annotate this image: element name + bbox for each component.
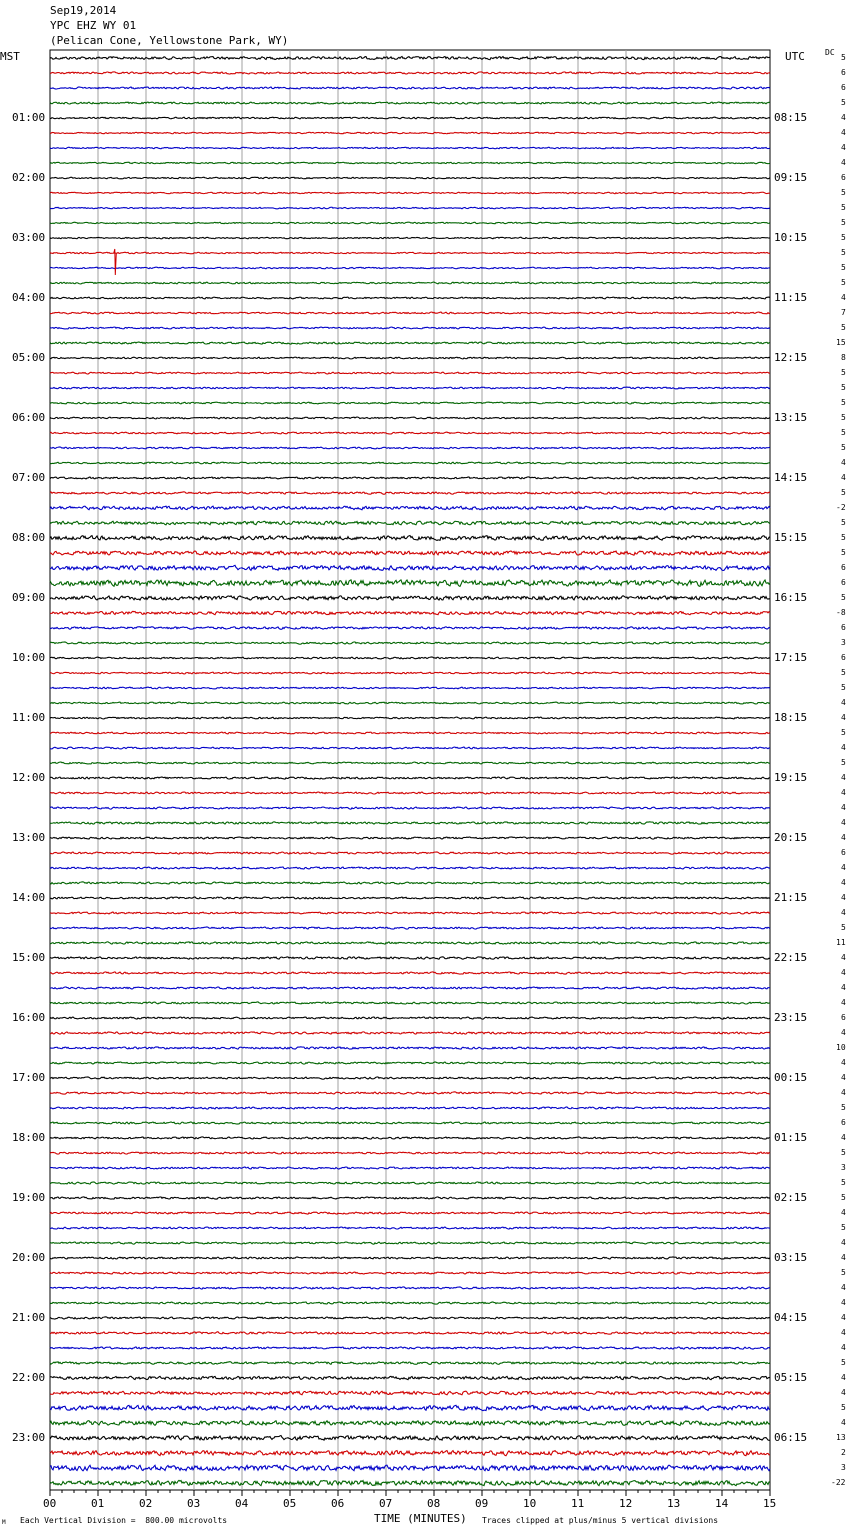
trace-row — [50, 312, 770, 314]
dc-offset-label: 4 — [841, 818, 846, 827]
trace-row — [50, 387, 770, 389]
trace-row — [50, 927, 770, 929]
dc-offset-label: 4 — [841, 953, 846, 962]
trace-row — [50, 402, 770, 404]
dc-offset-label: -2 — [836, 503, 846, 512]
right-hour-label: 02:15 — [774, 1191, 808, 1204]
dc-offset-label: 5 — [841, 188, 846, 197]
left-hour-label: 01:00 — [12, 111, 46, 124]
trace-row — [50, 1032, 770, 1034]
trace-row — [50, 87, 770, 89]
dc-offset-label: 4 — [841, 458, 846, 467]
trace-row — [50, 1332, 770, 1334]
dc-header-label: DC — [825, 48, 835, 57]
right-hour-label: 08:15 — [774, 111, 808, 124]
dc-offset-label: 4 — [841, 1328, 846, 1337]
trace-row — [50, 1465, 770, 1471]
dc-offset-label: 6 — [841, 1013, 846, 1022]
trace-row — [50, 267, 770, 269]
plot-date: Sep19,2014 — [50, 4, 117, 17]
trace-row — [50, 957, 770, 959]
right-hour-label: 13:15 — [774, 411, 808, 424]
dc-offset-label: 4 — [841, 1028, 846, 1037]
trace-row — [50, 1376, 770, 1379]
dc-offset-label: 4 — [841, 893, 846, 902]
trace-row — [50, 762, 770, 764]
trace-row — [50, 357, 770, 359]
x-tick-label: 09 — [475, 1497, 489, 1510]
station-location: (Pelican Cone, Yellowstone Park, WY) — [50, 34, 289, 47]
dc-offset-label: 5 — [841, 1268, 846, 1277]
trace-row — [50, 237, 770, 239]
dc-offset-label: 6 — [841, 83, 846, 92]
x-tick-label: 10 — [523, 1497, 537, 1510]
dc-offset-label: 6 — [841, 1118, 846, 1127]
trace-row — [50, 942, 770, 944]
trace-row — [50, 1137, 770, 1139]
right-hour-label: 05:15 — [774, 1371, 808, 1384]
trace-row — [50, 1362, 770, 1365]
trace-row — [50, 687, 770, 689]
dc-offset-label: 5 — [841, 428, 846, 437]
trace-row — [50, 611, 770, 614]
corner-mark: M — [2, 1519, 6, 1526]
trace-row — [50, 627, 770, 630]
trace-row — [50, 1317, 770, 1319]
right-hour-label: 23:15 — [774, 1011, 808, 1024]
dc-offset-label: 4 — [841, 863, 846, 872]
dc-offset-label: 5 — [841, 383, 846, 392]
dc-offset-label: 5 — [841, 203, 846, 212]
left-hour-label: 22:00 — [12, 1371, 46, 1384]
trace-row — [50, 1391, 770, 1395]
trace-row — [50, 162, 770, 164]
trace-row — [50, 1197, 770, 1199]
left-hour-label: 10:00 — [12, 651, 46, 664]
dc-offset-label: 4 — [841, 713, 846, 722]
dc-offset-label: 5 — [841, 593, 846, 602]
scale-note: Each Vertical Division = 800.00 microvolts — [20, 1516, 228, 1525]
trace-row — [50, 177, 770, 179]
right-hour-label: 17:15 — [774, 651, 808, 664]
dc-offset-label: 6 — [841, 68, 846, 77]
dc-offset-label: 3 — [841, 1463, 846, 1472]
trace-row — [50, 207, 770, 209]
dc-offset-label: 4 — [841, 968, 846, 977]
trace-row — [50, 1122, 770, 1124]
x-tick-label: 00 — [43, 1497, 57, 1510]
trace-row — [50, 1287, 770, 1289]
x-tick-label: 04 — [235, 1497, 249, 1510]
x-tick-label: 07 — [379, 1497, 393, 1510]
right-hour-label: 12:15 — [774, 351, 808, 364]
left-hour-label: 17:00 — [12, 1071, 46, 1084]
trace-row — [50, 1017, 770, 1019]
trace-row — [50, 521, 770, 525]
trace-row — [50, 912, 770, 914]
trace-row — [50, 222, 770, 224]
left-hour-label: 14:00 — [12, 891, 46, 904]
dc-offset-label: 4 — [841, 1253, 846, 1262]
dc-offset-label: 6 — [841, 173, 846, 182]
x-tick-label: 05 — [283, 1497, 297, 1510]
trace-row — [50, 987, 770, 989]
right-hour-label: 15:15 — [774, 531, 808, 544]
dc-offset-label: 4 — [841, 128, 846, 137]
trace-row — [50, 417, 770, 419]
dc-offset-label: 4 — [841, 1313, 846, 1322]
dc-offset-label: 4 — [841, 1298, 846, 1307]
trace-row — [50, 1480, 770, 1485]
right-hour-label: 10:15 — [774, 231, 808, 244]
dc-offset-label: 6 — [841, 848, 846, 857]
trace-row — [50, 447, 770, 449]
dc-offset-label: 5 — [841, 278, 846, 287]
trace-row — [50, 477, 770, 479]
trace-row — [50, 702, 770, 704]
left-hour-label: 16:00 — [12, 1011, 46, 1024]
right-hour-label: 20:15 — [774, 831, 808, 844]
dc-offset-label: 5 — [841, 443, 846, 452]
trace-row — [50, 1421, 770, 1426]
dc-offset-label: 5 — [841, 518, 846, 527]
dc-offset-label: 5 — [841, 683, 846, 692]
trace-row — [50, 1152, 770, 1154]
dc-offset-label: 5 — [841, 98, 846, 107]
trace-row — [50, 777, 770, 779]
left-hour-label: 13:00 — [12, 831, 46, 844]
dc-offset-label: 4 — [841, 1373, 846, 1382]
dc-offset-label: 4 — [841, 1418, 846, 1427]
left-hour-label: 05:00 — [12, 351, 46, 364]
dc-offset-label: 6 — [841, 563, 846, 572]
right-hour-label: 16:15 — [774, 591, 808, 604]
dc-offset-label: 6 — [841, 653, 846, 662]
x-tick-label: 12 — [619, 1497, 633, 1510]
x-tick-label: 08 — [427, 1497, 441, 1510]
dc-offset-label: 4 — [841, 1133, 846, 1142]
dc-offset-label: 4 — [841, 1073, 846, 1082]
dc-offset-label: 4 — [841, 1283, 846, 1292]
trace-row — [50, 747, 770, 749]
right-timezone-label: UTC — [785, 50, 805, 63]
dc-offset-label: 4 — [841, 113, 846, 122]
trace-row — [50, 1182, 770, 1184]
trace-row — [50, 551, 770, 555]
trace-row — [50, 72, 770, 74]
x-tick-label: 06 — [331, 1497, 345, 1510]
left-hour-label: 09:00 — [12, 591, 46, 604]
trace-row — [50, 1451, 770, 1456]
dc-offset-label: 5 — [841, 248, 846, 257]
dc-offset-label: 10 — [836, 1043, 846, 1052]
trace-row — [50, 1002, 770, 1004]
trace-row — [50, 506, 770, 510]
trace-row — [50, 1092, 770, 1094]
dc-offset-label: 4 — [841, 998, 846, 1007]
dc-offset-label: 5 — [841, 1223, 846, 1232]
dc-offset-label: 4 — [841, 1088, 846, 1097]
dc-offset-label: 5 — [841, 1103, 846, 1112]
dc-offset-label: 6 — [841, 623, 846, 632]
trace-row — [50, 565, 770, 570]
trace-row — [50, 297, 770, 299]
dc-offset-label: 11 — [836, 938, 846, 947]
dc-offset-label: 2 — [841, 1448, 846, 1457]
dc-offset-label: 4 — [841, 143, 846, 152]
trace-row — [50, 282, 770, 284]
left-hour-label: 19:00 — [12, 1191, 46, 1204]
trace-row — [50, 580, 770, 586]
x-tick-label: 02 — [139, 1497, 153, 1510]
dc-offset-label: 4 — [841, 1058, 846, 1067]
dc-offset-label: 5 — [841, 533, 846, 542]
trace-row — [50, 807, 770, 809]
trace-row — [50, 1227, 770, 1229]
dc-offset-label: 5 — [841, 218, 846, 227]
left-hour-label: 15:00 — [12, 951, 46, 964]
trace-row — [50, 1302, 770, 1304]
right-hour-label: 03:15 — [774, 1251, 808, 1264]
dc-offset-label: 5 — [841, 368, 846, 377]
x-tick-label: 14 — [715, 1497, 729, 1510]
trace-row — [50, 672, 770, 674]
trace-row — [50, 596, 770, 600]
trace-row — [50, 717, 770, 719]
trace-row — [50, 342, 770, 344]
left-timezone-label: MST — [0, 50, 20, 63]
dc-offset-label: 15 — [836, 338, 846, 347]
trace-row — [50, 837, 770, 839]
trace-row — [50, 147, 770, 149]
right-hour-label: 06:15 — [774, 1431, 808, 1444]
trace-row — [50, 1062, 770, 1064]
station-code: YPC EHZ WY 01 — [50, 19, 137, 32]
x-tick-label: 13 — [667, 1497, 681, 1510]
left-hour-label: 20:00 — [12, 1251, 46, 1264]
right-hour-label: 01:15 — [774, 1131, 808, 1144]
dc-offset-label: 3 — [841, 638, 846, 647]
left-hour-label: 11:00 — [12, 711, 46, 724]
trace-row — [50, 492, 770, 494]
dc-offset-label: 13 — [836, 1433, 846, 1442]
x-axis-label: TIME (MINUTES) — [374, 1512, 467, 1525]
trace-row — [50, 1077, 770, 1079]
trace-row — [50, 1242, 770, 1244]
dc-offset-label: 4 — [841, 743, 846, 752]
left-hour-label: 04:00 — [12, 291, 46, 304]
dc-offset-label: -8 — [836, 608, 846, 617]
dc-offset-label: 4 — [841, 473, 846, 482]
left-hour-label: 12:00 — [12, 771, 46, 784]
left-hour-label: 23:00 — [12, 1431, 46, 1444]
clip-note: Traces clipped at plus/minus 5 vertical divisions — [482, 1516, 719, 1525]
dc-offset-label: 5 — [841, 1403, 846, 1412]
dc-offset-label: 5 — [841, 53, 846, 62]
trace-row — [50, 882, 770, 884]
x-tick-label: 03 — [187, 1497, 201, 1510]
trace-row — [50, 972, 770, 974]
trace-row — [50, 57, 770, 60]
dc-offset-label: 5 — [841, 1193, 846, 1202]
trace-row — [50, 867, 770, 869]
dc-offset-label: -22 — [831, 1478, 846, 1487]
dc-offset-label: 5 — [841, 488, 846, 497]
dc-offset-label: 4 — [841, 1388, 846, 1397]
dc-offset-label: 4 — [841, 773, 846, 782]
dc-offset-label: 4 — [841, 983, 846, 992]
right-hour-label: 14:15 — [774, 471, 808, 484]
left-hour-label: 21:00 — [12, 1311, 46, 1324]
trace-row — [50, 432, 770, 434]
dc-offset-label: 4 — [841, 803, 846, 812]
x-tick-label: 15 — [763, 1497, 777, 1510]
dc-offset-label: 5 — [841, 923, 846, 932]
dc-offset-label: 5 — [841, 668, 846, 677]
dc-offset-label: 5 — [841, 233, 846, 242]
right-hour-label: 11:15 — [774, 291, 808, 304]
dc-offset-label: 4 — [841, 908, 846, 917]
trace-row — [50, 462, 770, 464]
trace-row — [50, 102, 770, 104]
right-hour-label: 09:15 — [774, 171, 808, 184]
dc-offset-label: 4 — [841, 788, 846, 797]
right-hour-label: 04:15 — [774, 1311, 808, 1324]
dc-offset-label: 5 — [841, 1148, 846, 1157]
trace-row — [50, 1272, 770, 1274]
trace-row — [50, 792, 770, 794]
x-tick-label: 01 — [91, 1497, 105, 1510]
dc-offset-label: 4 — [841, 878, 846, 887]
trace-row — [50, 192, 770, 194]
trace-row — [50, 642, 770, 644]
trace-row — [50, 1347, 770, 1349]
trace-row — [50, 852, 770, 854]
trace-row — [50, 132, 770, 134]
trace-row — [50, 372, 770, 374]
trace-row — [50, 536, 770, 541]
dc-offset-label: 5 — [841, 413, 846, 422]
trace-row — [50, 822, 770, 824]
dc-offset-label: 3 — [841, 1163, 846, 1172]
trace-row — [50, 117, 770, 119]
trace-row — [50, 1212, 770, 1214]
dc-offset-label: 8 — [841, 353, 846, 362]
dc-offset-label: 7 — [841, 308, 846, 317]
trace-row — [50, 327, 770, 329]
dc-offset-label: 4 — [841, 698, 846, 707]
right-hour-label: 18:15 — [774, 711, 808, 724]
trace-row — [50, 657, 770, 659]
right-hour-label: 21:15 — [774, 891, 808, 904]
left-hour-label: 03:00 — [12, 231, 46, 244]
right-hour-label: 19:15 — [774, 771, 808, 784]
dc-offset-label: 4 — [841, 293, 846, 302]
dc-offset-label: 5 — [841, 398, 846, 407]
dc-offset-label: 5 — [841, 728, 846, 737]
dc-offset-label: 5 — [841, 1358, 846, 1367]
left-hour-label: 06:00 — [12, 411, 46, 424]
left-hour-label: 07:00 — [12, 471, 46, 484]
dc-offset-label: 4 — [841, 158, 846, 167]
dc-offset-label: 4 — [841, 1343, 846, 1352]
dc-offset-label: 6 — [841, 578, 846, 587]
trace-row — [50, 1436, 770, 1441]
left-hour-label: 18:00 — [12, 1131, 46, 1144]
trace-row — [50, 897, 770, 899]
dc-offset-label: 4 — [841, 833, 846, 842]
trace-row — [50, 732, 770, 734]
right-hour-label: 00:15 — [774, 1071, 808, 1084]
left-hour-label: 02:00 — [12, 171, 46, 184]
left-hour-label: 08:00 — [12, 531, 46, 544]
trace-row — [50, 252, 770, 254]
dc-offset-label: 4 — [841, 1208, 846, 1217]
dc-offset-label: 5 — [841, 548, 846, 557]
x-tick-label: 11 — [571, 1497, 585, 1510]
dc-offset-label: 5 — [841, 323, 846, 332]
dc-offset-label: 4 — [841, 1238, 846, 1247]
trace-row — [50, 1107, 770, 1109]
trace-row — [50, 1405, 770, 1410]
trace-row — [50, 1257, 770, 1259]
dc-offset-label: 5 — [841, 758, 846, 767]
trace-row — [50, 1167, 770, 1169]
dc-offset-label: 5 — [841, 263, 846, 272]
right-hour-label: 22:15 — [774, 951, 808, 964]
trace-row — [50, 1047, 770, 1049]
dc-offset-label: 5 — [841, 1178, 846, 1187]
